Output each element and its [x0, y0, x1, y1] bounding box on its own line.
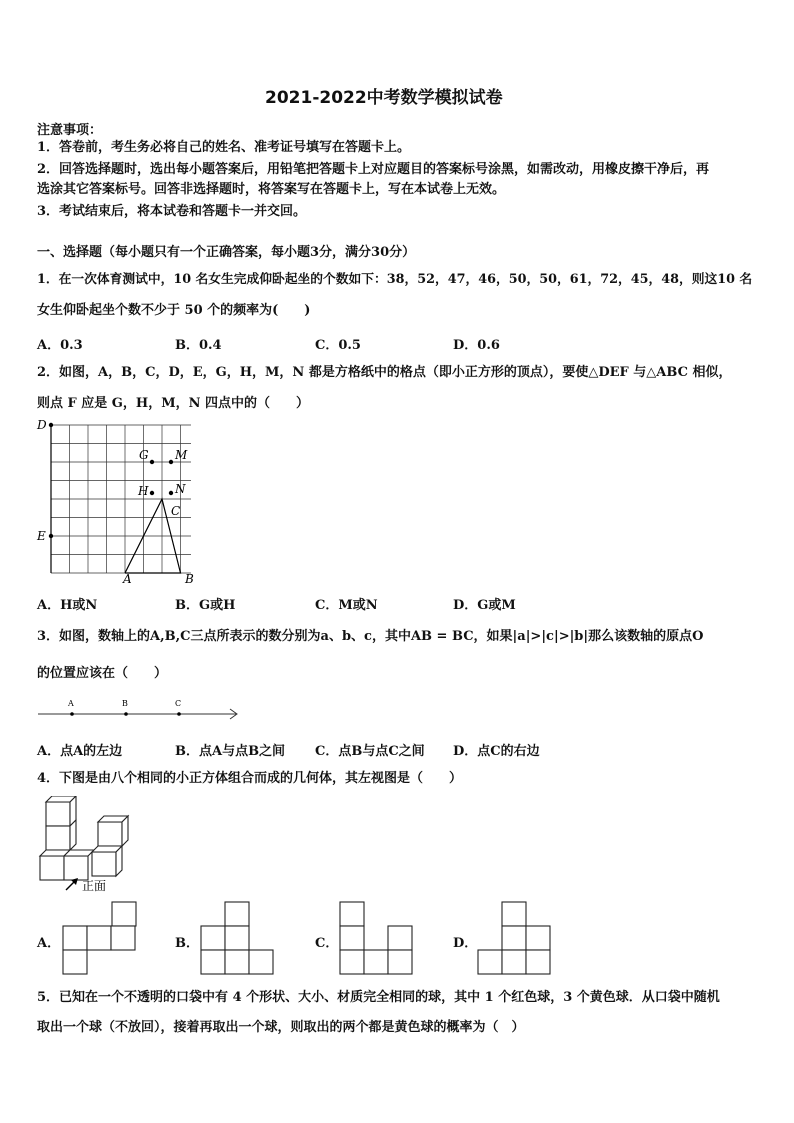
q2-option-b[interactable]: B．G或H: [175, 598, 236, 613]
number-line-label-b: B: [122, 699, 128, 708]
q1-option-d[interactable]: D．0.6: [453, 338, 500, 353]
q2-line-2: 则点 F 应是 G，H，M，N 四点中的（ ）: [37, 396, 309, 411]
notice-line-2a: 2．回答选择题时，选出每小题答案后，用铅笔把答题卡上对应题目的答案标号涂黑，如需改动，用橡皮擦干净后，再: [37, 162, 710, 177]
label-d: D: [37, 418, 47, 432]
q1-line-2: 女生仰卧起坐个数不少于 50 个的频率为( ): [37, 303, 311, 318]
q3-line-2: 的位置应该在（ ）: [37, 666, 168, 681]
q4-option-d-label[interactable]: D．: [453, 936, 478, 951]
q3-number-line: [36, 698, 242, 722]
q4-cube-solid: [36, 796, 144, 898]
q4-line-1: 4．下图是由八个相同的小正方体组合而成的几何体，其左视图是（ ）: [37, 771, 463, 786]
q3-line-1: 3．如图，数轴上的A,B,C三点所表示的数分别为a、b、c，其中AB = BC，如果|a|>|c|>|b|那么该数轴的原点O: [37, 629, 704, 644]
q3-option-d[interactable]: D．点C的右边: [453, 744, 540, 759]
q2-option-c[interactable]: C．M或N: [315, 598, 378, 613]
q4-option-d-view[interactable]: [477, 901, 555, 977]
label-b: B: [185, 572, 194, 586]
front-label: 正面: [82, 879, 107, 893]
q2-line-1: 2．如图，A，B，C，D，E，G，H，M，N 都是方格纸中的格点（即小正方形的顶点），要使△DEF 与△ABC 相似，: [37, 365, 732, 380]
notice-line-1: 1．答卷前，考生务必将自己的姓名、准考证号填写在答题卡上。: [37, 140, 411, 155]
label-g: G: [139, 448, 149, 462]
q4-option-b-view[interactable]: [200, 901, 278, 977]
q2-option-a[interactable]: A．H或N: [37, 598, 98, 613]
label-n: N: [175, 482, 186, 496]
notice-line-3: 3．考试结束后，将本试卷和答题卡一并交回。: [37, 204, 307, 219]
label-m: M: [175, 448, 188, 462]
q1-option-c[interactable]: C．0.5: [315, 338, 361, 353]
q4-option-a-label[interactable]: A．: [37, 936, 61, 951]
q3-option-b[interactable]: B．点A与点B之间: [175, 744, 286, 759]
q3-option-c[interactable]: C．点B与点C之间: [315, 744, 425, 759]
label-a: A: [123, 572, 132, 586]
page-title: 2021-2022中考数学模拟试卷: [265, 88, 503, 108]
label-e: E: [37, 529, 46, 543]
label-h: H: [138, 484, 149, 498]
q1-option-a[interactable]: A．0.3: [37, 338, 83, 353]
q4-option-b-label[interactable]: B．: [175, 936, 199, 951]
q2-grid-figure: [34, 415, 204, 587]
q3-option-a[interactable]: A．点A的左边: [37, 744, 123, 759]
number-line-label-c: C: [175, 699, 182, 708]
notice-line-2b: 选涂其它答案标号。回答非选择题时，将答案写在答题卡上，写在本试卷上无效。: [37, 182, 506, 197]
q4-option-c-view[interactable]: [339, 901, 417, 977]
label-c: C: [171, 504, 181, 518]
q2-option-d[interactable]: D．G或M: [453, 598, 516, 613]
q4-option-a-view[interactable]: [62, 901, 140, 977]
q4-option-c-label[interactable]: C．: [315, 936, 339, 951]
q5-line-2: 取出一个球（不放回），接着再取出一个球，则取出的两个都是黄色球的概率为（ ）: [37, 1020, 525, 1035]
notice-heading: 注意事项：: [37, 123, 103, 138]
q5-line-1: 5．已知在一个不透明的口袋中有 4 个形状、大小、材质完全相同的球，其中 1 个红色球，3 个黄色球．从口袋中随机: [37, 990, 720, 1005]
section-heading: 一、选择题（每小题只有一个正确答案，每小题3分，满分30分）: [37, 245, 416, 260]
q1-line-1: 1．在一次体育测试中，10 名女生完成仰卧起坐的个数如下：38，52，47，46，50，50，61，72，45，48，则这10 名: [37, 272, 753, 287]
number-line-label-a: A: [68, 699, 74, 708]
q1-option-b[interactable]: B．0.4: [175, 338, 222, 353]
